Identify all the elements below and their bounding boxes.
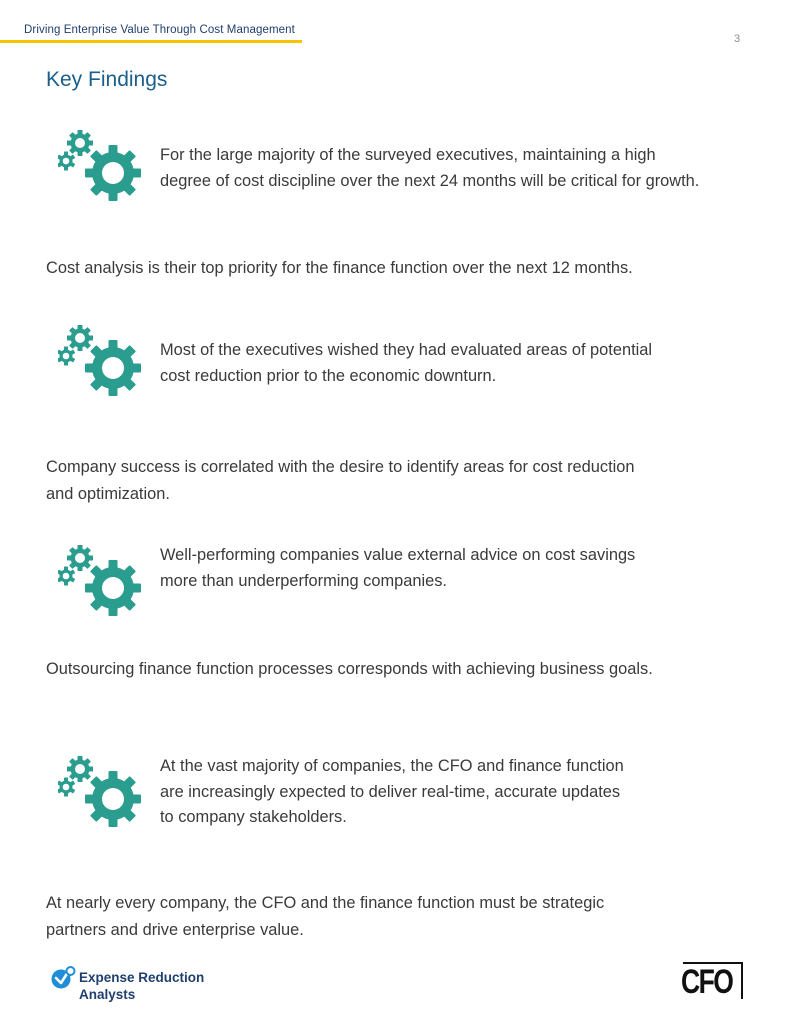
paragraph-4-line-1: At nearly every company, the CFO and the finance function must be strategic — [46, 894, 605, 912]
gears-icon — [58, 128, 144, 208]
cfo-logo-text: CFO — [681, 963, 733, 1001]
paragraph-3-line-1: Outsourcing finance function processes corresponds with achieving business goals. — [46, 660, 653, 678]
section-heading: Key Findings — [46, 68, 168, 91]
finding-3-line-2: more than underperforming companies. — [160, 571, 447, 590]
paragraph-3 — [46, 656, 653, 683]
finding-1-line-2: degree of cost discipline over the next 24 months will be critical for growth. — [160, 171, 700, 190]
paragraph-2-line-1: Company success is correlated with the desire to identify areas for cost reduction — [46, 458, 635, 476]
finding-3-text — [160, 543, 635, 594]
finding-3-line-1: Well-performing companies value external advice on cost savings — [160, 546, 636, 564]
era-logo-line-2: Analysts — [79, 986, 136, 1002]
finding-4-line-1: At the vast majority of companies, the CFO and finance function — [160, 757, 624, 775]
running-header-title: Driving Enterprise Value Through Cost Management — [24, 24, 295, 36]
finding-4-line-2: are increasingly expected to deliver real-time, accurate updates — [160, 782, 621, 801]
era-logo-line-1: Expense Reduction — [79, 970, 205, 985]
finding-4-line-3: to company stakeholders. — [160, 808, 347, 826]
era-logo-text — [79, 970, 204, 1003]
page-number: 3 — [734, 33, 741, 45]
cfo-logo — [683, 962, 743, 999]
finding-1-text — [160, 143, 699, 194]
gears-icon — [58, 543, 144, 623]
finding-2-text — [160, 338, 652, 389]
expense-reduction-analysts-logo — [48, 966, 218, 1006]
header-accent-rule — [0, 40, 302, 43]
paragraph-2 — [46, 454, 635, 507]
gears-icon — [58, 323, 144, 403]
paragraph-4 — [46, 890, 604, 943]
paragraph-1-line-1: Cost analysis is their top priority for the finance function over the next 12 months. — [46, 259, 633, 277]
paragraph-1 — [46, 255, 633, 282]
paragraph-4-line-2: partners and drive enterprise value. — [46, 920, 304, 939]
finding-2-line-2: cost reduction prior to the economic downturn. — [160, 366, 497, 385]
gears-icon — [58, 754, 144, 834]
era-logo-mark-icon — [50, 966, 76, 990]
finding-2-line-1: Most of the executives wished they had evaluated areas of potential — [160, 341, 653, 359]
paragraph-2-line-2: and optimization. — [46, 484, 170, 503]
finding-4-text — [160, 754, 624, 831]
finding-1-line-1: For the large majority of the surveyed executives, maintaining a high — [160, 146, 656, 164]
